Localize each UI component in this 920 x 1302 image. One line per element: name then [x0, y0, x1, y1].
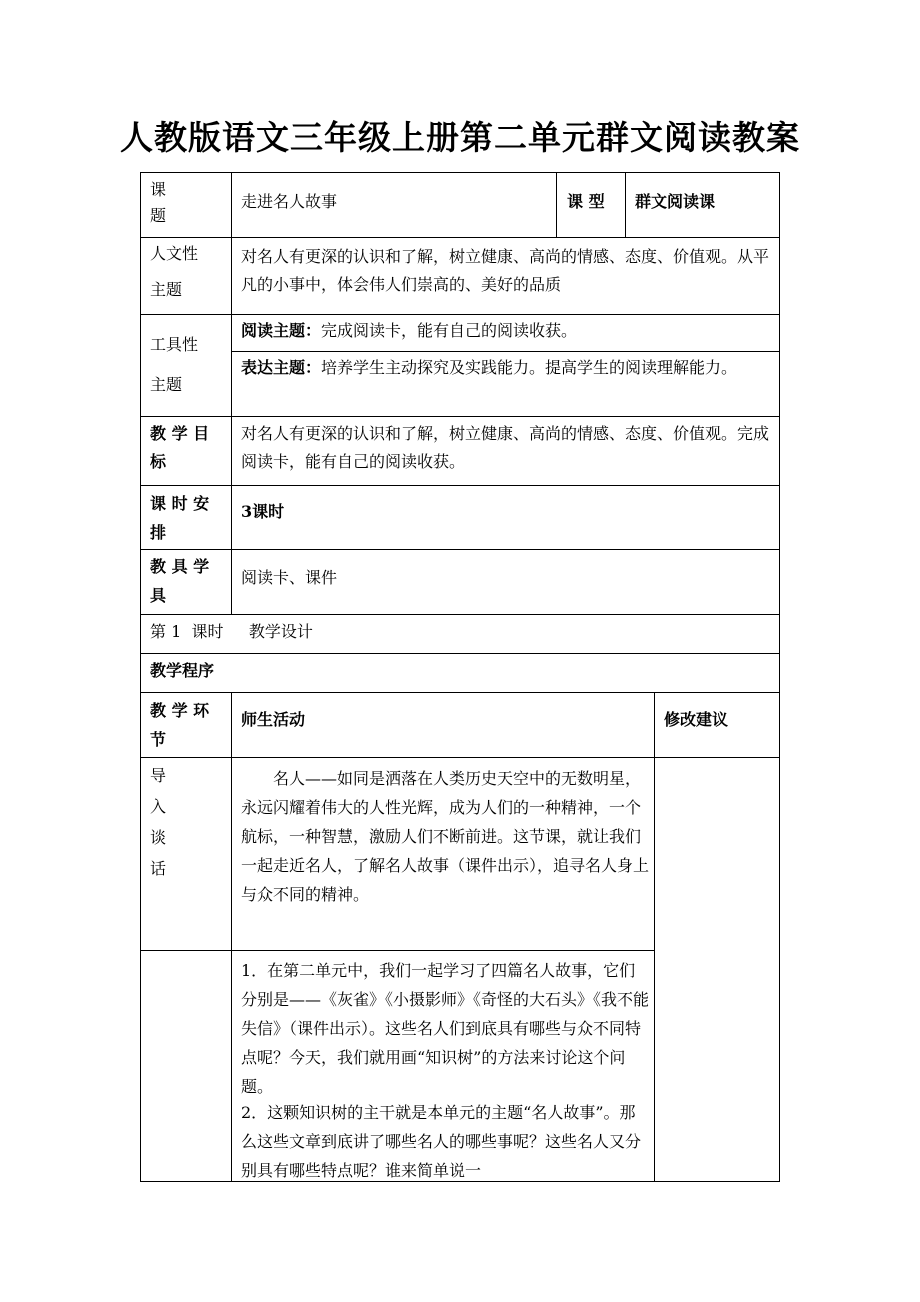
express-theme-label: 表达主题： — [241, 358, 322, 377]
activity-header: 师生活动 — [241, 710, 306, 729]
paragraph-2: 2．这颗知识树的主干就是本单元的主题“名人故事”。那么这些文章到底讲了哪些名人的哪些事呢？这些名人又分别具有哪些特点呢？谁来简单说一 — [241, 1103, 642, 1180]
humanity-label: 人文性 主题 — [150, 244, 199, 299]
express-theme — [241, 354, 773, 382]
topic-label: 课 题 — [150, 180, 167, 225]
tool-label: 工具性 主题 — [150, 335, 199, 394]
period-label: 课 时 安 排 — [150, 494, 210, 542]
humanity-value: 对名人有更深的认识和了解，树立健康、高尚的情感、态度、价值观。从平凡的小事中，体会伟人们崇高的、美好的品质 — [241, 247, 770, 294]
intro-text: 名人——如同是洒落在人类历史天空中的无数明星，永远闪耀着伟大的人性光辉，成为人们的一种精神，一个航标，一种智慧，激励人们不断前进。这节课，就让我们一起走近名人，了解名人故事（课件出示），追寻名人身上与众不同的精神。 — [241, 769, 650, 904]
reading-theme-value: 完成阅读卡，能有自己的阅读收获。 — [321, 321, 578, 340]
goal-value: 对名人有更深的认识和了解，树立健康、高尚的情感、态度、价值观。完成阅读卡，能有自己的阅读收获。 — [241, 424, 770, 471]
period-value: 3课时 — [241, 502, 285, 521]
express-theme-value: 培养学生主动探究及实践能力。提高学生的阅读理解能力。 — [321, 358, 738, 377]
paragraph-1: 1．在第二单元中，我们一起学习了四篇名人故事，它们分别是——《灰雀》《小摄影师》《奇怪的大石头》《我不能失信》（课件出示）。这些名人们到底具有哪些与众不同特点呢？今天，我们就用画“知识树”的方法来讨论这个问题。 — [241, 961, 650, 1096]
topic-value: 走进名人故事 — [241, 192, 338, 211]
type-label: 课 型 — [567, 192, 605, 211]
reading-theme — [241, 317, 773, 345]
intro-stage-label: 导 入 谈 话 — [150, 766, 167, 878]
goal-label: 教 学 目 标 — [150, 424, 210, 471]
stage-label: 教 学 环 节 — [150, 701, 210, 749]
tools-label: 教 具 学 具 — [150, 557, 210, 605]
reading-theme-label: 阅读主题： — [241, 321, 322, 340]
revise-header: 修改建议 — [664, 710, 729, 729]
document-title: 人教版语文三年级上册第二单元群文阅读教案 — [120, 118, 800, 157]
procedure-heading: 教学程序 — [150, 661, 215, 680]
tools-value: 阅读卡、课件 — [241, 568, 338, 587]
lesson-line: 第 1 课时 教学设计 — [150, 622, 313, 641]
type-value: 群文阅读课 — [635, 192, 716, 211]
